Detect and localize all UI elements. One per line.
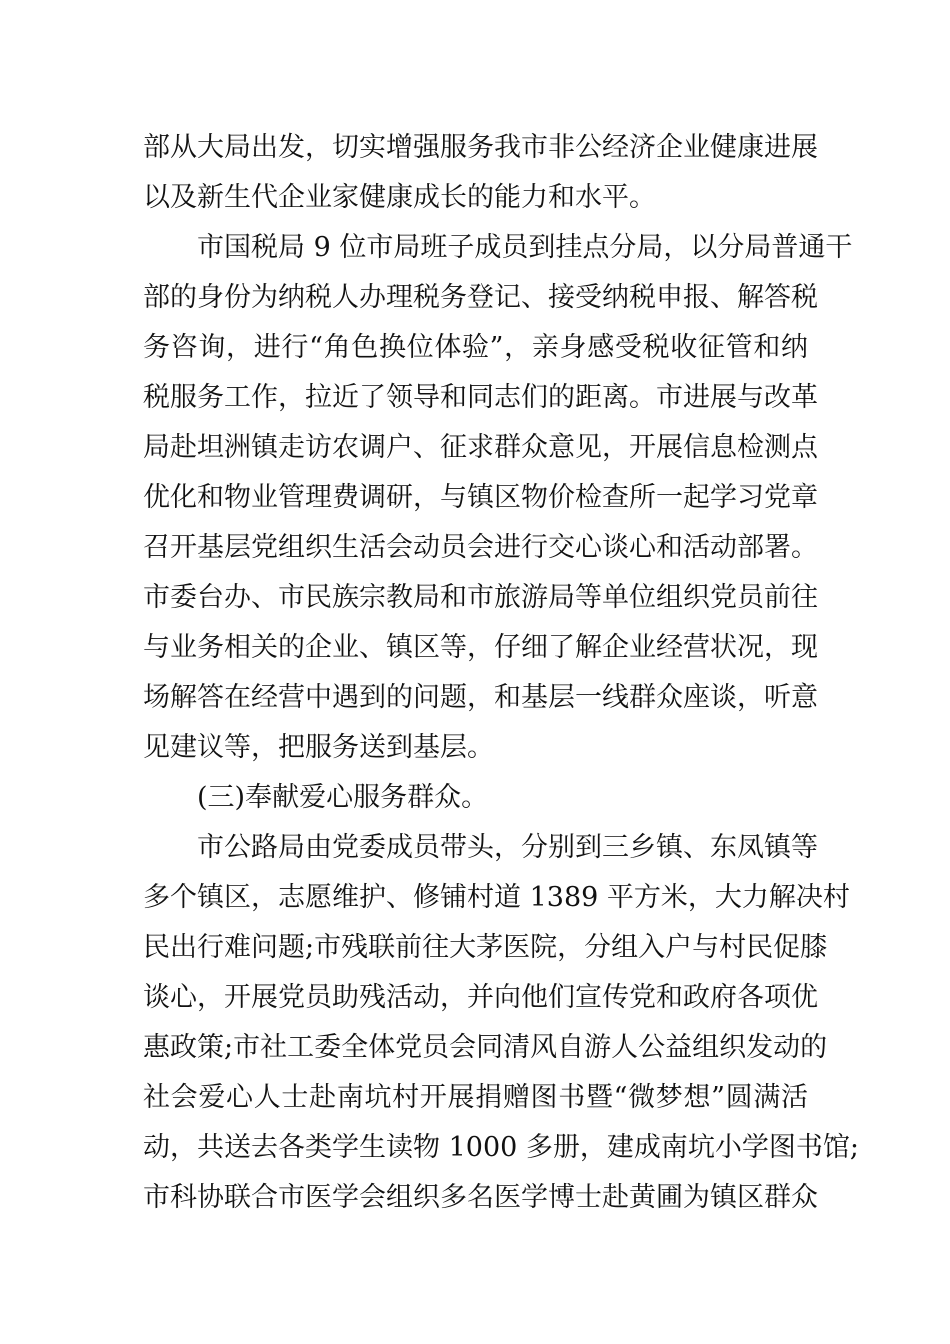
paragraph-line: 民出行难问题;市残联前往大茅医院，分组入户与村民促膝 xyxy=(143,932,828,963)
paragraph-line: 部从大局出发，切实增强服务我市非公经济企业健康进展 xyxy=(143,132,818,163)
paragraph-line: 市委台办、市民族宗教局和市旅游局等单位组织党员前往 xyxy=(143,582,818,613)
paragraph-line: 多个镇区，志愿维护、修铺村道 1389 平方米，大力解决村 xyxy=(143,882,850,913)
paragraph-line: 动，共送去各类学生读物 1000 多册，建成南坑小学图书馆; xyxy=(143,1132,859,1163)
paragraph-line: 局赴坦洲镇走访农调户、征求群众意见，开展信息检测点 xyxy=(143,432,818,463)
paragraph-line: 以及新生代企业家健康成长的能力和水平。 xyxy=(143,182,656,213)
paragraph-line: 务咨询，进行“角色换位体验”，亲身感受税收征管和纳 xyxy=(143,332,808,363)
paragraph-line: 惠政策;市社工委全体党员会同清风自游人公益组织发动的 xyxy=(143,1032,828,1063)
paragraph-line: 部的身份为纳税人办理税务登记、接受纳税申报、解答税 xyxy=(143,282,818,313)
section-heading: (三)奉献爱心服务群众。 xyxy=(197,782,489,813)
paragraph-line: 市国税局 9 位市局班子成员到挂点分局，以分局普通干 xyxy=(197,232,853,263)
paragraph-line: 社会爱心人士赴南坑村开展捐赠图书暨“微梦想”圆满活 xyxy=(143,1082,808,1113)
paragraph-line: 优化和物业管理费调研，与镇区物价检查所一起学习党章 xyxy=(143,482,818,513)
paragraph-line: 见建议等，把服务送到基层。 xyxy=(143,732,494,763)
paragraph-line: 召开基层党组织生活会动员会进行交心谈心和活动部署。 xyxy=(143,532,818,563)
paragraph-line: 税服务工作，拉近了领导和同志们的距离。市进展与改革 xyxy=(143,382,818,413)
paragraph-line: 谈心，开展党员助残活动，并向他们宣传党和政府各项优 xyxy=(143,982,818,1013)
paragraph-line: 市科协联合市医学会组织多名医学博士赴黄圃为镇区群众 xyxy=(143,1182,818,1213)
paragraph-line: 市公路局由党委成员带头，分别到三乡镇、东凤镇等 xyxy=(197,832,818,863)
paragraph-line: 与业务相关的企业、镇区等，仔细了解企业经营状况，现 xyxy=(143,632,818,663)
paragraph-line: 场解答在经营中遇到的问题，和基层一线群众座谈，听意 xyxy=(143,682,818,713)
